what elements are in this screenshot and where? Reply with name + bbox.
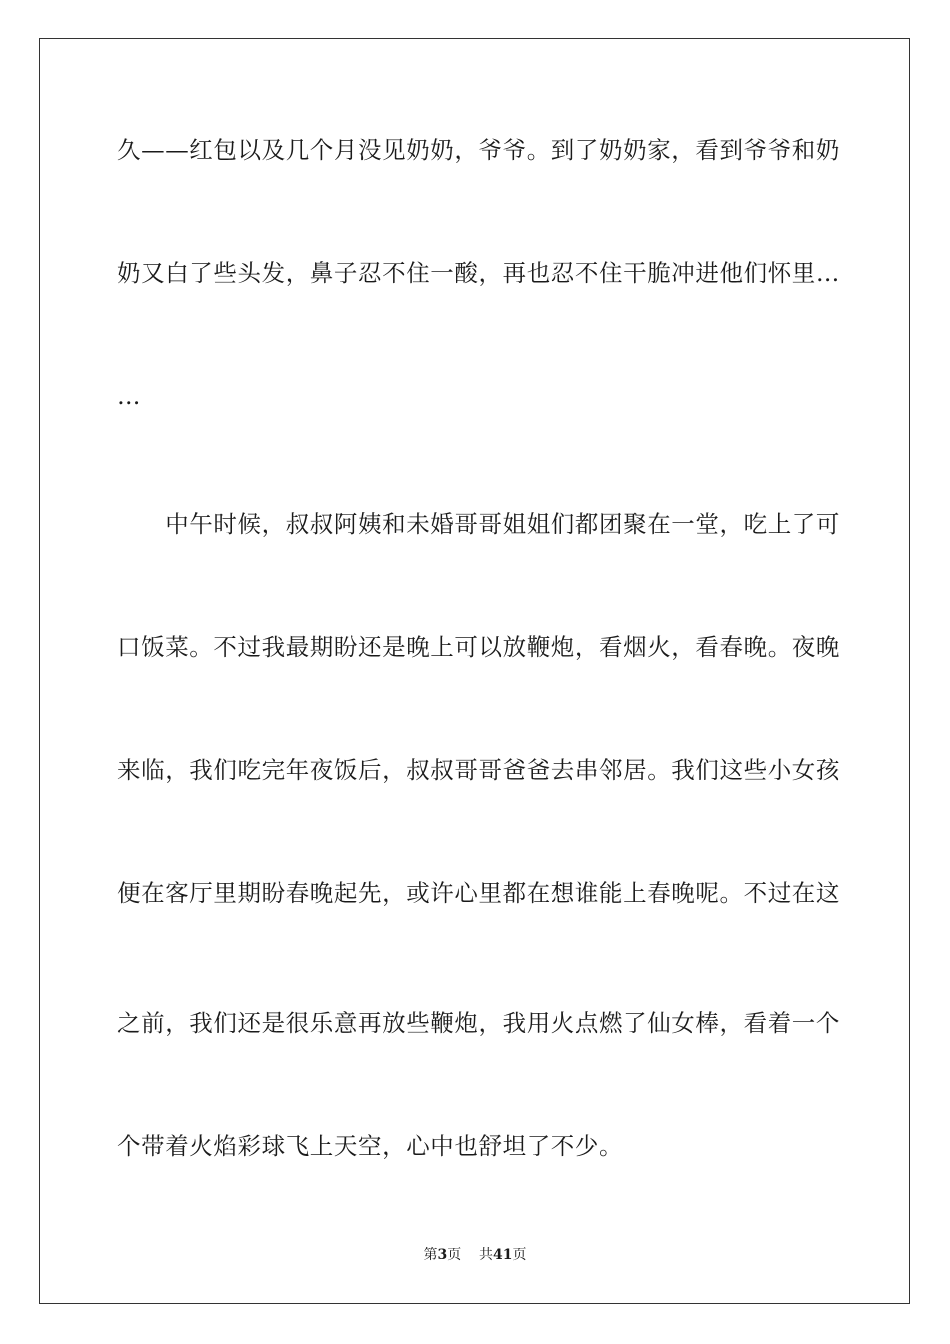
text-line: 中午时候，叔叔阿姨和未婚哥哥姐姐们都团聚在一堂，吃上了可 bbox=[117, 510, 840, 538]
text-line: 之前，我们还是很乐意再放些鞭炮，我用火点燃了仙女棒，看着一个 bbox=[117, 1009, 840, 1037]
page-number: 3 bbox=[437, 1247, 448, 1263]
page-footer bbox=[0, 1245, 950, 1265]
total-pages: 41 bbox=[493, 1247, 513, 1263]
text-line: 个带着火焰彩球飞上天空，心中也舒坦了不少。 bbox=[117, 1132, 624, 1160]
text-line: 久——红包以及几个月没见奶奶，爷爷。到了奶奶家，看到爷爷和奶 bbox=[117, 136, 840, 164]
text-line: … bbox=[117, 382, 142, 410]
footer-total-prefix: 共 bbox=[479, 1247, 494, 1263]
footer-prefix: 第 bbox=[423, 1247, 438, 1263]
text-line: 便在客厅里期盼春晚起先，或许心里都在想谁能上春晚呢。不过在这 bbox=[117, 879, 840, 907]
page-border bbox=[39, 38, 910, 1304]
text-line: 来临，我们吃完年夜饭后，叔叔哥哥爸爸去串邻居。我们这些小女孩 bbox=[117, 756, 840, 784]
footer-total-suffix: 页 bbox=[512, 1247, 527, 1263]
footer-page-suffix: 页 bbox=[447, 1247, 462, 1263]
text-line: 口饭菜。不过我最期盼还是晚上可以放鞭炮，看烟火，看春晚。夜晚 bbox=[117, 633, 840, 661]
text-line: 奶又白了些头发，鼻子忍不住一酸，再也忍不住干脆冲进他们怀里… bbox=[117, 259, 840, 287]
